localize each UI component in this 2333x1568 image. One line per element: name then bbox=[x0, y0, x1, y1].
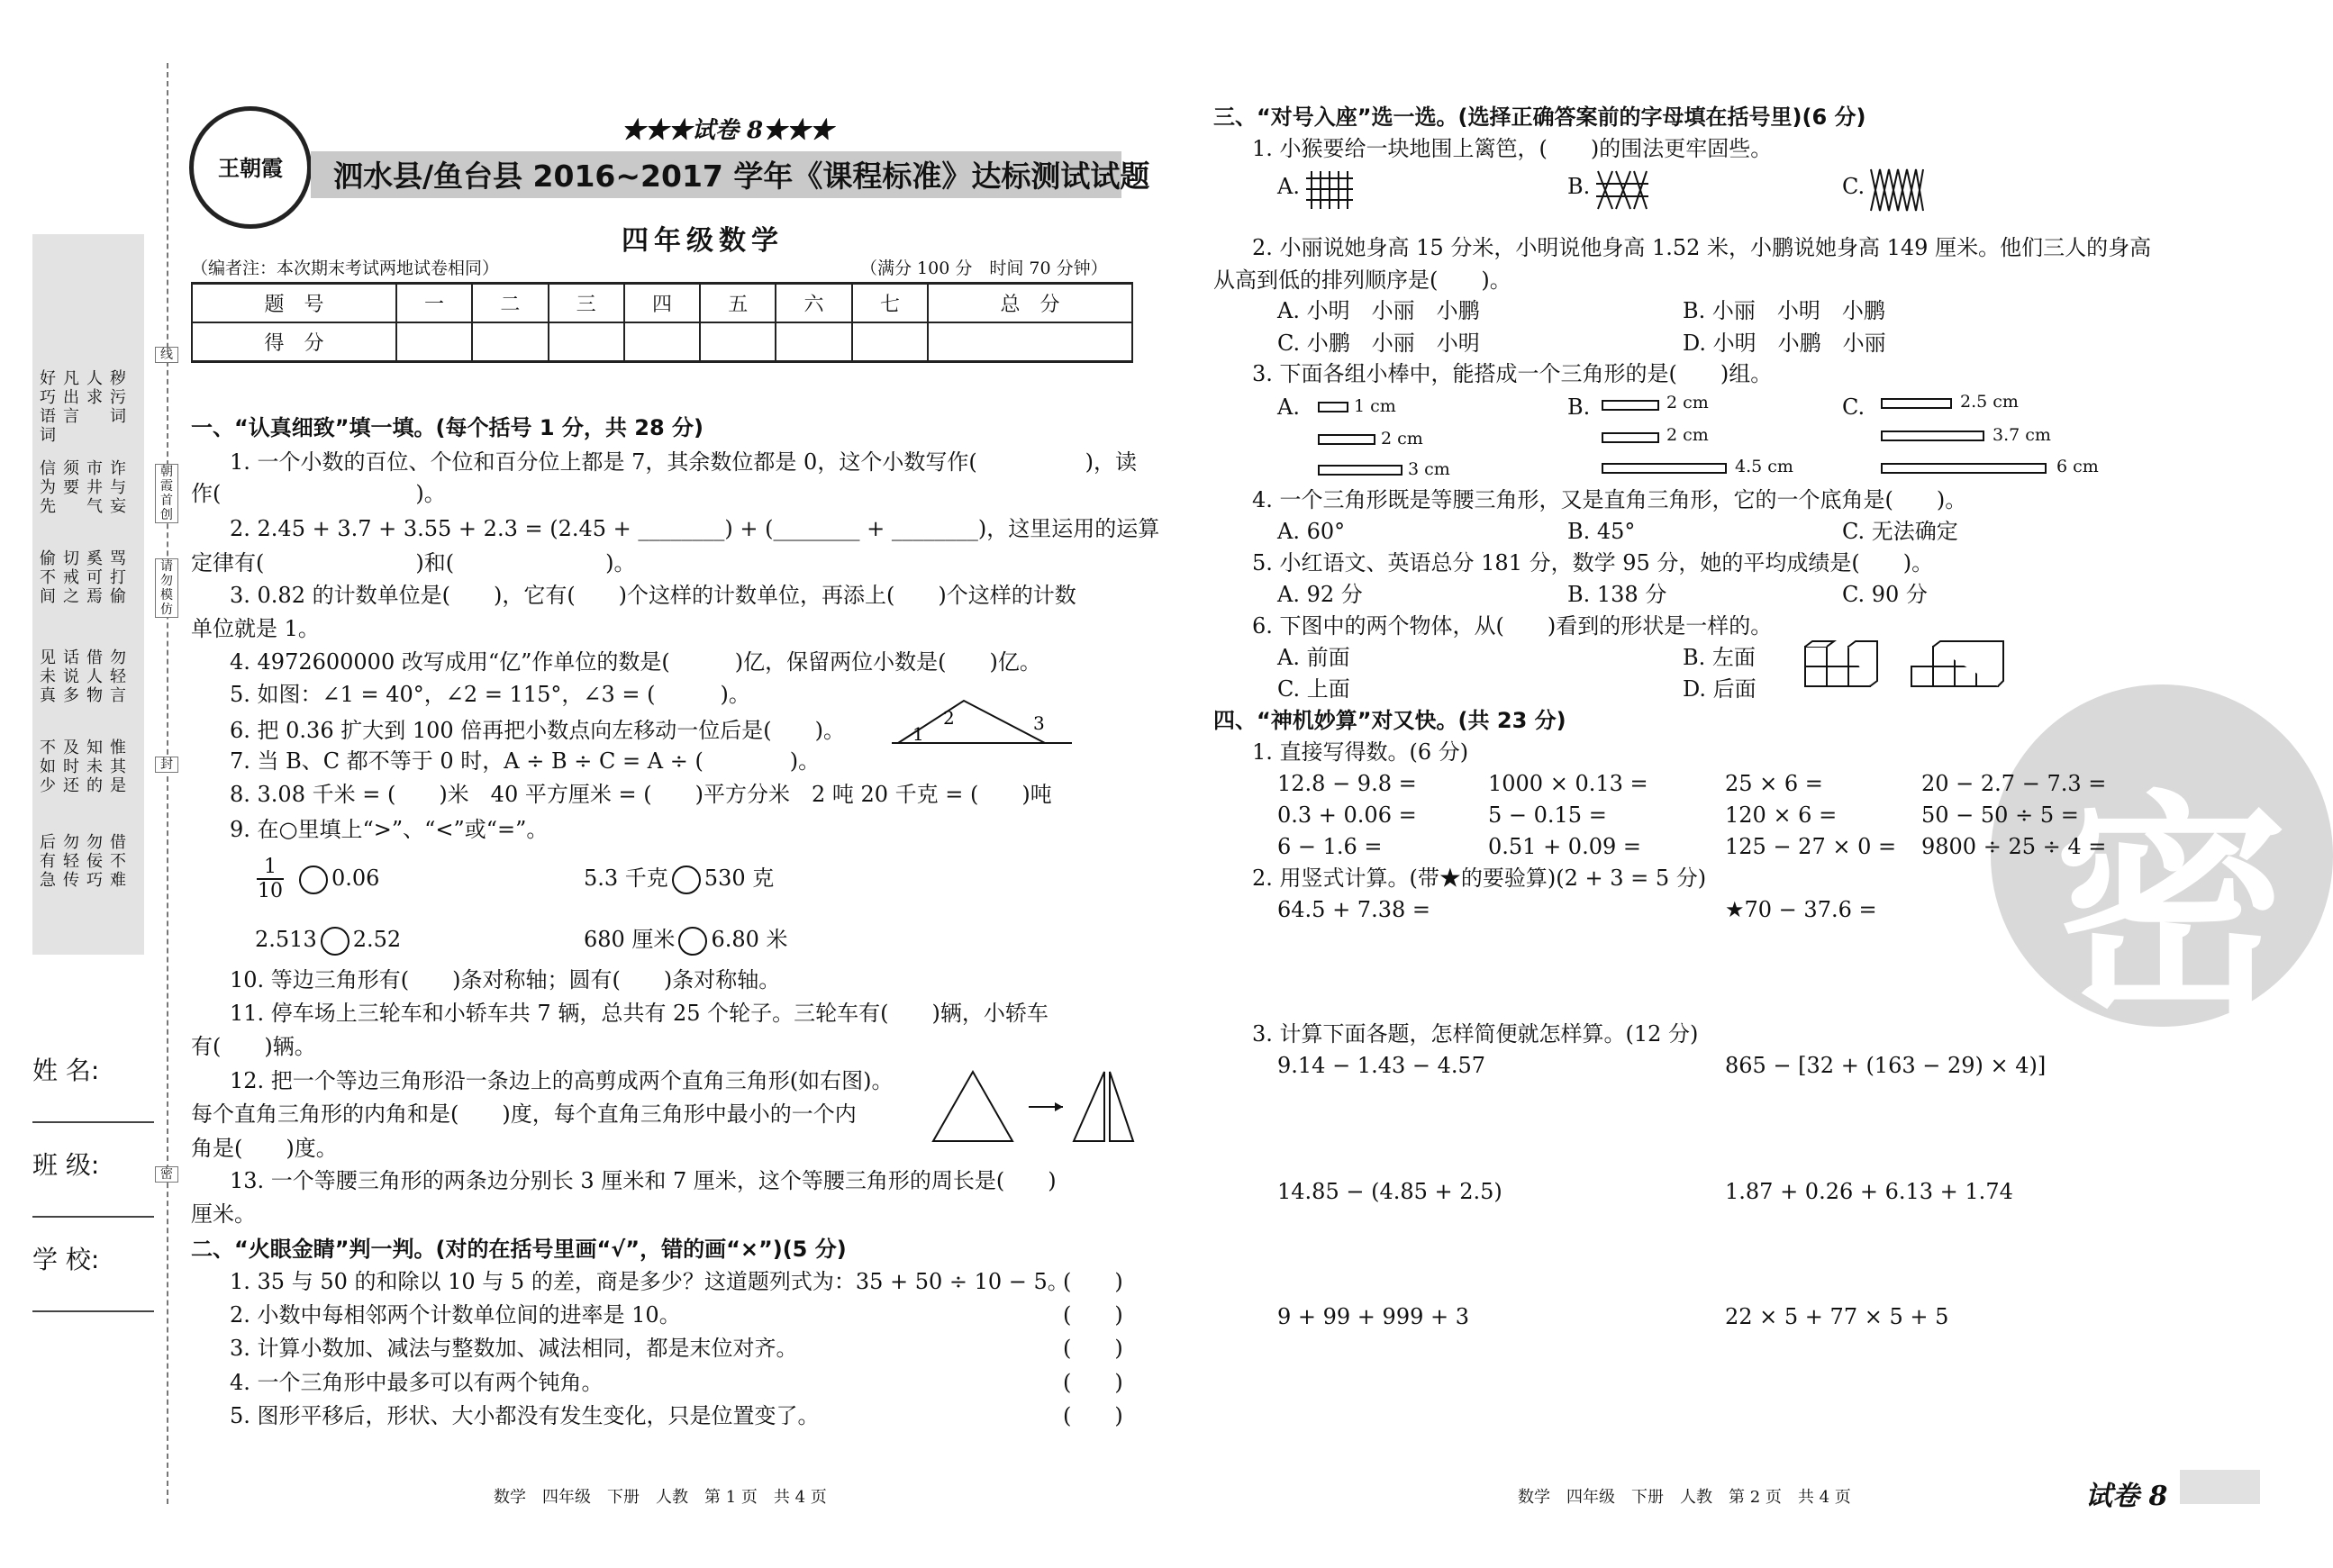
motto-col: 须要 bbox=[63, 459, 79, 497]
angle-figure bbox=[887, 693, 1076, 748]
choice-question: 1. 小猴要给一块地围上篱笆，( )的围法更牢固些。 bbox=[1252, 136, 1773, 161]
score-cell: 四 bbox=[624, 284, 700, 323]
oral-calc: 50 − 50 ÷ 5 = bbox=[1921, 802, 2079, 828]
oral-calc: 125 − 27 × 0 = bbox=[1725, 834, 1897, 859]
choice-option[interactable]: D. 后面 bbox=[1683, 676, 1757, 702]
score-input[interactable] bbox=[928, 322, 1132, 362]
stick-1cm bbox=[1318, 402, 1348, 412]
score-cell: 五 bbox=[700, 284, 776, 323]
judge-question: 2. 小数中每相邻两个计数单位间的进率是 10。 bbox=[230, 1302, 681, 1328]
secret-watermark: 密 bbox=[1991, 684, 2333, 1027]
score-cell: 六 bbox=[776, 284, 851, 323]
motto-col: 不如少 bbox=[40, 739, 56, 795]
stick-label: 6 cm bbox=[2056, 457, 2099, 476]
compare-circle[interactable] bbox=[678, 927, 707, 956]
motto-col: 勿轻言 bbox=[110, 648, 126, 705]
motto-col: 秽污词 bbox=[110, 369, 126, 426]
choice-question: 2. 小丽说她身高 15 分米，小明说他身高 1.52 米，小鹏说她身高 149 厘米。他们三人的身高 bbox=[1252, 235, 2152, 260]
stick-label: 3 cm bbox=[1408, 459, 1450, 479]
calc-question: 3. 计算下面各题，怎样简便就怎样算。(12 分) bbox=[1252, 1021, 1699, 1047]
simplify-calc: 14.85 − (4.85 + 2.5) bbox=[1277, 1179, 1502, 1204]
stick-4-5cm bbox=[1602, 463, 1727, 474]
fill-question: 角是( )度。 bbox=[191, 1136, 338, 1161]
oral-calc: 5 − 0.15 = bbox=[1488, 802, 1607, 828]
seal-tag-line: 线 bbox=[155, 347, 178, 363]
fill-question: 4. 4972600000 改写成用“亿”作单位的数是( )亿，保留两位小数是( )亿。 bbox=[230, 649, 1041, 675]
seal-tag-seal: 封 bbox=[155, 757, 178, 773]
oral-calc: 0.3 + 0.06 = bbox=[1277, 802, 1417, 828]
oral-calc: 9800 ÷ 25 ÷ 4 = bbox=[1921, 834, 2107, 859]
corner-paper-tag: 试卷 8 bbox=[2085, 1481, 2168, 1512]
seal-tag-no-copy: 请勿模仿 bbox=[155, 558, 178, 618]
corner-band bbox=[2180, 1470, 2260, 1504]
section-4-title: 四、“神机妙算”对又快。(共 23 分) bbox=[1213, 708, 1566, 733]
option-label: B. bbox=[1567, 174, 1591, 199]
choice-option[interactable]: B. 小丽 小明 小鹏 bbox=[1683, 298, 1885, 323]
stick-label: 2 cm bbox=[1666, 393, 1709, 412]
score-cell: 七 bbox=[852, 284, 928, 323]
calc-question: 2. 用竖式计算。(带★的要验算)(2 + 3 = 5 分) bbox=[1252, 866, 1707, 891]
main-title: 泗水县/鱼台县 2016~2017 学年《课程标准》达标测试试题 bbox=[333, 159, 1150, 194]
motto-col: 知未的 bbox=[86, 739, 103, 795]
fill-question: 10. 等边三角形有( )条对称轴；圆有( )条对称轴。 bbox=[230, 967, 781, 992]
choice-question: 6. 下图中的两个物体，从( )看到的形状是一样的。 bbox=[1252, 613, 1773, 639]
oral-calc: 120 × 6 = bbox=[1725, 802, 1838, 828]
compare-circle[interactable] bbox=[672, 866, 701, 894]
compare-circle[interactable] bbox=[321, 927, 349, 956]
simplify-calc: 22 × 5 + 77 × 5 + 5 bbox=[1725, 1304, 1949, 1329]
choice-option[interactable]: C. 上面 bbox=[1277, 676, 1350, 702]
choice-question: 4. 一个三角形既是等腰三角形，又是直角三角形，它的一个底角是( )。 bbox=[1252, 487, 1967, 512]
score-cell: 题 号 bbox=[192, 284, 396, 323]
choice-option[interactable]: C. 无法确定 bbox=[1842, 519, 1958, 544]
stick-6cm bbox=[1881, 463, 2047, 474]
stick-3cm bbox=[1318, 465, 1403, 476]
score-table-header-row bbox=[192, 284, 1132, 323]
compare-pair-4: 680 厘米 6.80 米 bbox=[584, 926, 788, 956]
class-label: 班 级: bbox=[32, 1150, 100, 1180]
name-input-line[interactable] bbox=[32, 1121, 154, 1123]
oral-calc: 0.51 + 0.09 = bbox=[1488, 834, 1641, 859]
stick-label: 1 cm bbox=[1354, 396, 1396, 416]
oral-calc: 12.8 − 9.8 = bbox=[1277, 771, 1417, 796]
section-2-title: 二、“火眼金睛”判一判。(对的在括号里画“√”，错的画“×”)(5 分) bbox=[191, 1237, 847, 1262]
simplify-calc: 9 + 99 + 999 + 3 bbox=[1277, 1304, 1469, 1329]
choice-option[interactable]: A. 小明 小丽 小鹏 bbox=[1277, 298, 1480, 323]
seal-tag-secret: 密 bbox=[155, 1166, 178, 1183]
compare-pair-2: 5.3 千克 530 克 bbox=[584, 865, 774, 894]
score-input[interactable] bbox=[472, 322, 548, 362]
judge-question: 5. 图形平移后，形状、大小都没有发生变化，只是位置变了。 bbox=[230, 1403, 820, 1428]
judge-answer-box[interactable]: ( ) bbox=[1063, 1370, 1123, 1395]
compare-circle[interactable] bbox=[299, 866, 328, 894]
stick-2cm bbox=[1602, 400, 1659, 411]
choice-option[interactable]: A. 60° bbox=[1277, 519, 1346, 544]
motto-col: 好巧语词 bbox=[40, 369, 56, 445]
brand-logo: 王朝霞 bbox=[189, 106, 312, 229]
motto-col: 后有急 bbox=[40, 833, 56, 890]
judge-question: 4. 一个三角形中最多可以有两个钝角。 bbox=[230, 1370, 604, 1395]
fill-question: 13. 一个等腰三角形的两条边分别长 3 厘米和 7 厘米，这个等腰三角形的周长是( ) bbox=[230, 1168, 1057, 1193]
school-input-line[interactable] bbox=[32, 1310, 154, 1312]
option-label: A. bbox=[1277, 174, 1300, 199]
simplify-calc: 1.87 + 0.26 + 6.13 + 1.74 bbox=[1725, 1179, 2013, 1204]
section-3-title: 三、“对号入座”选一选。(选择正确答案前的字母填在括号里)(6 分) bbox=[1213, 104, 1866, 130]
fraction-1-10: 1 10 bbox=[258, 856, 283, 902]
section-1-title: 一、“认真细致”填一填。(每个括号 1 分，共 28 分) bbox=[191, 415, 704, 440]
fill-question: 8. 3.08 千米 = ( )米 40 平方厘米 = ( )平方分米 2 吨 20 千克 = ( )吨 bbox=[230, 782, 1052, 807]
angle-label-2: 2 bbox=[943, 707, 955, 729]
motto-col: 借不难 bbox=[110, 833, 126, 890]
option-label: C. bbox=[1842, 174, 1865, 199]
page-footer-1: 数学 四年级 下册 人教 第 1 页 共 4 页 bbox=[494, 1488, 827, 1507]
seal-tag-original: 朝霞首创 bbox=[155, 464, 178, 523]
score-input[interactable] bbox=[776, 322, 851, 362]
vertical-calc: ★70 − 37.6 = bbox=[1725, 897, 1877, 922]
motto-col: 惟其是 bbox=[110, 739, 126, 795]
page-footer-2: 数学 四年级 下册 人教 第 2 页 共 4 页 bbox=[1518, 1488, 1851, 1507]
choice-option[interactable]: B. 138 分 bbox=[1567, 582, 1667, 607]
score-input[interactable] bbox=[624, 322, 700, 362]
stick-3-7cm bbox=[1881, 431, 1984, 441]
motto-col: 诈与妄 bbox=[110, 459, 126, 516]
fence-grid-icon bbox=[1304, 169, 1355, 211]
judge-answer-box[interactable]: ( ) bbox=[1063, 1269, 1123, 1294]
option-label: A. bbox=[1277, 394, 1300, 420]
name-label: 姓 名: bbox=[32, 1056, 100, 1085]
score-table bbox=[191, 282, 1133, 363]
motto-col: 见未真 bbox=[40, 648, 56, 705]
stick-label: 3.7 cm bbox=[1993, 425, 2051, 445]
score-input[interactable] bbox=[852, 322, 928, 362]
score-table-score-row bbox=[192, 322, 1132, 362]
cube-object-2 bbox=[1908, 639, 2009, 690]
motto-panel bbox=[32, 234, 144, 955]
motto-col: 奚可焉 bbox=[86, 549, 103, 606]
compare-pair-3: 2.513 2.52 bbox=[255, 926, 401, 956]
stick-label: 2 cm bbox=[1666, 425, 1709, 445]
fill-question: 每个直角三角形的内角和是( )度，每个直角三角形中最小的一个内 bbox=[191, 1101, 857, 1127]
fill-question: 厘米。 bbox=[191, 1201, 256, 1227]
fill-question: 有( )辆。 bbox=[191, 1034, 316, 1059]
vertical-calc: 64.5 + 7.38 = bbox=[1277, 897, 1430, 922]
subject-title: 四年级数学 bbox=[622, 225, 784, 257]
judge-question: 1. 35 与 50 的和除以 10 与 5 的差，商是多少？这道题列式为：35 + 50 ÷ 10 − 5。 bbox=[230, 1269, 1069, 1294]
angle-label-3: 3 bbox=[1033, 712, 1045, 734]
motto-col: 凡出言 bbox=[63, 369, 79, 426]
choice-option[interactable]: C. 90 分 bbox=[1842, 582, 1928, 607]
motto-col: 切戒之 bbox=[63, 549, 79, 606]
judge-answer-box[interactable]: ( ) bbox=[1063, 1403, 1123, 1428]
fill-question: 5. 如图：∠1 = 40°，∠2 = 115°，∠3 = ( )。 bbox=[230, 682, 750, 707]
choice-question: 5. 小红语文、英语总分 181 分，数学 95 分，她的平均成绩是( )。 bbox=[1252, 550, 1934, 576]
class-input-line[interactable] bbox=[32, 1216, 154, 1218]
oral-calc: 1000 × 0.13 = bbox=[1488, 771, 1648, 796]
oral-calc: 6 − 1.6 = bbox=[1277, 834, 1383, 859]
simplify-calc: 9.14 − 1.43 − 4.57 bbox=[1277, 1053, 1486, 1078]
stick-label: 2 cm bbox=[1381, 429, 1423, 449]
score-label: 得 分 bbox=[192, 322, 396, 362]
editor-note: （编者注：本次期末考试两地试卷相同） bbox=[191, 258, 500, 278]
choice-option[interactable]: B. 左面 bbox=[1683, 645, 1756, 670]
score-input[interactable] bbox=[700, 322, 776, 362]
option-label: C. bbox=[1842, 394, 1865, 420]
calc-question: 1. 直接写得数。(6 分) bbox=[1252, 739, 1469, 765]
binding-strip bbox=[0, 0, 162, 1568]
fill-question: 作( )。 bbox=[191, 481, 446, 506]
cube-object-1 bbox=[1802, 639, 1884, 690]
school-label: 学 校: bbox=[32, 1245, 100, 1274]
option-label: B. bbox=[1567, 394, 1591, 420]
fill-question: 7. 当 B、C 都不等于 0 时，A ÷ B ÷ C = A ÷ ( )。 bbox=[230, 748, 821, 774]
choice-option[interactable]: A. 92 分 bbox=[1277, 582, 1363, 607]
motto-col: 话说多 bbox=[63, 648, 79, 705]
fill-question: 3. 0.82 的计数单位是( )，它有( )个这样的计数单位，再添上( )个这样的计数 bbox=[230, 583, 1076, 608]
stick-2cm bbox=[1318, 434, 1375, 445]
fill-question: 定律有( )和( )。 bbox=[191, 550, 636, 576]
fence-diagonal-icon bbox=[1869, 168, 1925, 213]
judge-question: 3. 计算小数加、减法与整数加、减法相同，都是末位对齐。 bbox=[230, 1336, 798, 1361]
motto-col: 及时还 bbox=[63, 739, 79, 795]
fill-question: 6. 把 0.36 扩大到 100 倍再把小数点向左移动一位后是( )。 bbox=[230, 718, 846, 743]
compare-pair-1: 0.06 bbox=[295, 865, 379, 894]
motto-col: 信为先 bbox=[40, 459, 56, 516]
fill-question: 11. 停车场上三轮车和小轿车共 7 辆，总共有 25 个轮子。三轮车有( )辆，小轿车 bbox=[230, 1001, 1048, 1026]
score-cell: 二 bbox=[472, 284, 548, 323]
angle-label-1: 1 bbox=[912, 723, 924, 745]
judge-answer-box[interactable]: ( ) bbox=[1063, 1336, 1123, 1361]
choice-option[interactable]: C. 小鹏 小丽 小明 bbox=[1277, 331, 1480, 356]
fill-question: 9. 在○里填上“>”、“<”或“=”。 bbox=[230, 817, 549, 842]
simplify-calc: 865 − [32 + (163 − 29) × 4)] bbox=[1725, 1053, 2047, 1078]
motto-col: 市井气 bbox=[86, 459, 103, 516]
choice-question: 从高到低的排列顺序是( )。 bbox=[1213, 267, 1511, 293]
fill-question: 12. 把一个等边三角形沿一条边上的高剪成两个直角三角形(如右图)。 bbox=[230, 1068, 894, 1093]
motto-col: 骂打偷 bbox=[110, 549, 126, 606]
fill-question: 单位就是 1。 bbox=[191, 616, 320, 641]
choice-question: 3. 下面各组小棒中，能搭成一个三角形的是( )组。 bbox=[1252, 361, 1773, 386]
stick-2cm bbox=[1602, 432, 1659, 443]
paper-tag: ★★★试卷 8★★★ bbox=[622, 117, 834, 144]
score-input[interactable] bbox=[396, 322, 472, 362]
score-time: （满分 100 分 时间 70 分钟） bbox=[860, 258, 1108, 278]
choice-option[interactable]: D. 小明 小鹏 小丽 bbox=[1683, 331, 1886, 356]
motto-col: 偷不间 bbox=[40, 549, 56, 606]
score-cell: 三 bbox=[549, 284, 624, 323]
score-cell: 总 分 bbox=[928, 284, 1132, 323]
stick-label: 4.5 cm bbox=[1735, 457, 1793, 476]
stick-label: 2.5 cm bbox=[1960, 392, 2019, 412]
choice-option[interactable]: B. 45° bbox=[1567, 519, 1636, 544]
triangle-cut-figure bbox=[928, 1067, 1137, 1144]
motto-col: 勿佞巧 bbox=[86, 833, 103, 890]
oral-calc: 25 × 6 = bbox=[1725, 771, 1823, 796]
fill-question: 1. 一个小数的百位、个位和百分位上都是 7，其余数位都是 0，这个小数写作( )，读 bbox=[230, 449, 1138, 475]
stick-2-5cm bbox=[1881, 398, 1952, 409]
binding-cut-line bbox=[167, 63, 168, 1504]
score-cell: 一 bbox=[396, 284, 472, 323]
judge-answer-box[interactable]: ( ) bbox=[1063, 1302, 1123, 1328]
choice-option[interactable]: A. 前面 bbox=[1277, 645, 1350, 670]
motto-col: 借人物 bbox=[86, 648, 103, 705]
fill-question: 2. 2.45 + 3.7 + 3.55 + 2.3 = (2.45 + ________) + (________ + ________)，这里运用的运算 bbox=[230, 516, 1160, 541]
oral-calc: 20 − 2.7 − 7.3 = bbox=[1921, 771, 2107, 796]
motto-col: 人求 bbox=[86, 369, 103, 407]
motto-col: 勿轻传 bbox=[63, 833, 79, 890]
fence-cross-icon bbox=[1594, 169, 1650, 211]
score-input[interactable] bbox=[549, 322, 624, 362]
